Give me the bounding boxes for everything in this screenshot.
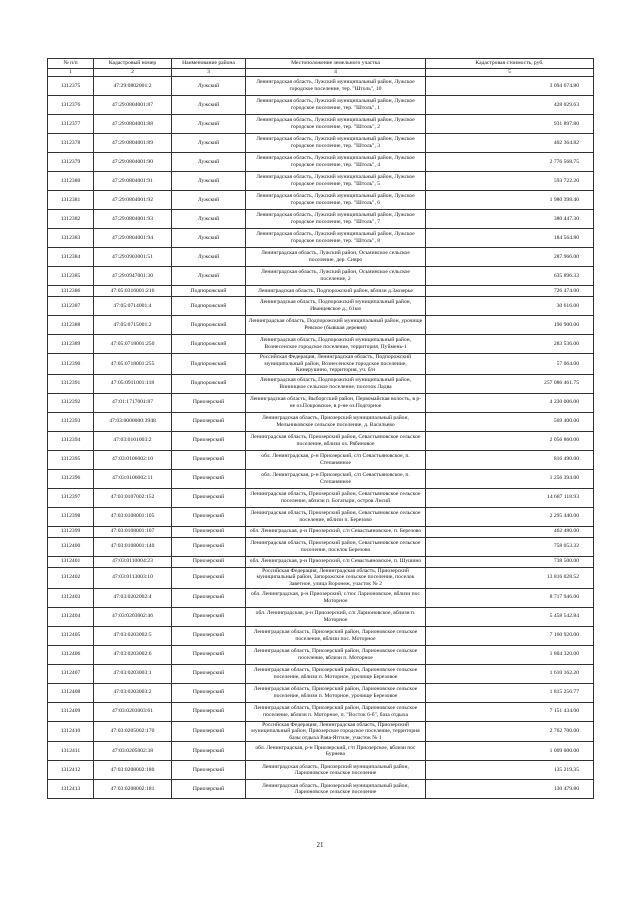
district-cell: Подпорожский <box>172 374 246 393</box>
cadastral-number-cell: 47:29:0804001:92 <box>94 191 172 210</box>
cadastral-number-cell: 47:01:1717001:87 <box>94 393 172 412</box>
cost-cell: 816 490.00 <box>426 450 594 469</box>
row-number-cell: 1312413 <box>48 780 94 799</box>
row-number-cell: 1312384 <box>48 248 94 267</box>
table-row <box>48 229 594 248</box>
cost-cell: 3 094 674.80 <box>426 77 594 96</box>
cost-cell: 738 500.00 <box>426 556 594 567</box>
district-cell: Подпорожский <box>172 297 246 316</box>
location-cell: Ленинградская область, Приозерский муниципальный район, Ларионовское сельское поселение <box>246 780 426 799</box>
location-cell: Ленинградская область, Приозерский район, Севастьяновское сельское поселение, поселок Березово <box>246 537 426 556</box>
district-cell: Лужский <box>172 153 246 172</box>
cadastral-number-cell: 47:03:0203003:2 <box>94 683 172 702</box>
cadastral-number-cell: 47:03:0203003:1 <box>94 664 172 683</box>
location-cell: Ленинградская область, Лужский муниципальный район, Лужское городское поселение, тер. "Штоль", 2 <box>246 115 426 134</box>
cost-cell: 4 230 006.00 <box>426 393 594 412</box>
district-cell: Приозерский <box>172 556 246 567</box>
cadastral-number-cell: 47:29:0947001:30 <box>94 267 172 286</box>
district-cell: Приозерский <box>172 469 246 488</box>
table-header-row <box>48 59 594 69</box>
table-row <box>48 191 594 210</box>
district-cell: Приозерский <box>172 450 246 469</box>
table-row <box>48 626 594 645</box>
location-cell: Российская Федерация, Ленинградская область, Приозерский муниципальный район, Приозерское городское поселение, территория базы отдыха Раяа-Ятгиле, участок № 1 <box>246 721 426 742</box>
table-row <box>48 412 594 431</box>
cadastral-number-cell: 47:03:0000000:3948 <box>94 412 172 431</box>
table-row <box>48 761 594 780</box>
location-cell: Ленинградская область, Приозерский муниципальный район, Мельниковское сельское поселение, д. Васильево <box>246 412 426 431</box>
row-number-cell: 1312393 <box>48 412 94 431</box>
cost-cell: 7 160 920.00 <box>426 626 594 645</box>
location-cell: Ленинградская область, Приозерский район, Ларионовское сельское поселение, вблизи п. Моторное, урочище Березовое <box>246 664 426 683</box>
row-number-cell: 1312399 <box>48 526 94 537</box>
district-cell: Подпорожский <box>172 286 246 297</box>
cadastral-number-cell: 47:03:0205002:170 <box>94 721 172 742</box>
location-cell: Ленинградская область, Подпорожский муниципальный район, урочище Ревское (бывшая деревня) <box>246 316 426 335</box>
location-cell: Ленинградская область, Лужский муниципальный район, Лужское городское поселение, тер. "Штоль", 8 <box>246 229 426 248</box>
location-cell: обл. Ленинградская, р-н Приозерский, с/п Севастьяновское, п. Шушино <box>246 556 426 567</box>
table-row <box>48 286 594 297</box>
row-number-cell: 1312409 <box>48 702 94 721</box>
cadastral-number-cell: 47:03:0208002:181 <box>94 780 172 799</box>
location-cell: обл. Ленинградская, р-н Приозерский, с/п Севастьяновское, п. Березово <box>246 526 426 537</box>
cost-cell: 1 804 320.00 <box>426 645 594 664</box>
cadastral-number-cell: 47:03:0108001:105 <box>94 507 172 526</box>
row-number-cell: 1312403 <box>48 588 94 607</box>
location-cell: Ленинградская область, Лужский муниципальный район, Лужское городское поселение, тер. "Штоль", 6 <box>246 191 426 210</box>
cost-cell: 380 447.30 <box>426 210 594 229</box>
location-cell: Ленинградская область, Лужский муниципальный район, Лужское городское поселение, тер. "Штоль", 4 <box>246 153 426 172</box>
table-row <box>48 77 594 96</box>
table-row <box>48 115 594 134</box>
table-row <box>48 607 594 626</box>
district-cell: Лужский <box>172 134 246 153</box>
district-cell: Приозерский <box>172 507 246 526</box>
row-number-cell: 1312379 <box>48 153 94 172</box>
location-cell: Ленинградская область, Лужский муниципальный район, Лужское городское поселение, тер. "Штоль", 3 <box>246 134 426 153</box>
district-cell: Подпорожский <box>172 316 246 335</box>
location-cell: Ленинградская область, Приозерский район, Севастьяновское сельское поселение, вблизи п. Богатыри, остров Лисий <box>246 488 426 507</box>
district-cell: Лужский <box>172 229 246 248</box>
cost-cell: 2 776 568.75 <box>426 153 594 172</box>
district-cell: Приозерский <box>172 431 246 450</box>
district-cell: Приозерский <box>172 537 246 556</box>
table-row <box>48 780 594 799</box>
column-number: 3 <box>172 69 246 77</box>
district-cell: Лужский <box>172 248 246 267</box>
location-cell: Ленинградская область, Приозерский район, Севастьяновское сельское поселение, вблизи п. Березово <box>246 507 426 526</box>
table-row <box>48 153 594 172</box>
cadastral-number-cell: 47:29:0804001:94 <box>94 229 172 248</box>
row-number-cell: 1312377 <box>48 115 94 134</box>
cadastral-number-cell: 47:03:0203002:46 <box>94 607 172 626</box>
location-cell: Ленинградская область, Подпорожский район, вблизи д.Заозерье <box>246 286 426 297</box>
cadastral-number-cell: 47:05:0714001:4 <box>94 297 172 316</box>
cadastral-number-cell: 47:29:0804001:87 <box>94 96 172 115</box>
table-row <box>48 335 594 354</box>
table-row <box>48 354 594 375</box>
location-cell: обл. Ленинградская, р-н Приозерский, с/п Севастьяновское, п. Степанянное <box>246 450 426 469</box>
row-number-cell: 1312386 <box>48 286 94 297</box>
table-row <box>48 297 594 316</box>
district-cell: Приозерский <box>172 664 246 683</box>
table-row <box>48 248 594 267</box>
column-number: 4 <box>246 69 426 77</box>
cost-cell: 196 900.00 <box>426 316 594 335</box>
cadastral-number-cell: 47:29:0804001:91 <box>94 172 172 191</box>
cadastral-number-cell: 47:03:0202002:4 <box>94 588 172 607</box>
cadastral-number-cell: 47:05:0911001:118 <box>94 374 172 393</box>
district-cell: Приозерский <box>172 626 246 645</box>
cadastral-number-cell: 47:03:0106002:11 <box>94 469 172 488</box>
district-cell: Приозерский <box>172 588 246 607</box>
cadastral-number-cell: 47:03:0108001:107 <box>94 526 172 537</box>
row-number-cell: 1312405 <box>48 626 94 645</box>
table-row <box>48 645 594 664</box>
district-cell: Лужский <box>172 96 246 115</box>
cost-cell: 758 053.32 <box>426 537 594 556</box>
table-row <box>48 96 594 115</box>
header-number: № п/п <box>48 59 94 69</box>
cadastral-number-cell: 47:29:0804001:89 <box>94 134 172 153</box>
district-cell: Лужский <box>172 115 246 134</box>
district-cell: Приозерский <box>172 702 246 721</box>
cost-cell: 2 295 440.00 <box>426 507 594 526</box>
row-number-cell: 1312402 <box>48 567 94 588</box>
location-cell: Ленинградская область, Лужский район, Осьминское сельское поселение, 2 <box>246 267 426 286</box>
table-row <box>48 134 594 153</box>
location-cell: Ленинградская область, Лужский муниципальный район, Лужское городское поселение, тер. "Штоль", 1 <box>246 96 426 115</box>
location-cell: обл. Ленинградская, р-н Приозерский, г/п Приозерское, вблизи пос Бурнево <box>246 742 426 761</box>
table-row <box>48 210 594 229</box>
row-number-cell: 1312375 <box>48 77 94 96</box>
cost-cell: 462 480.00 <box>426 526 594 537</box>
row-number-cell: 1312389 <box>48 335 94 354</box>
cost-cell: 2 056 860.00 <box>426 431 594 450</box>
cadastral-number-cell: 47:03:0106002:10 <box>94 450 172 469</box>
district-cell: Приозерский <box>172 761 246 780</box>
table-row <box>48 488 594 507</box>
table-row <box>48 507 594 526</box>
cost-cell: 57 064.00 <box>426 354 594 375</box>
row-number-cell: 1312394 <box>48 431 94 450</box>
location-cell: Российская Федерация, Ленинградская область, Приозерский муниципальный район, Запорожское сельское поселение, поселок Заветное, улица Воронеж, участок № 2 <box>246 567 426 588</box>
district-cell: Лужский <box>172 210 246 229</box>
cadastral-number-cell: 47:03:0108001:140 <box>94 537 172 556</box>
header-location: Местоположение земельного участка <box>246 59 426 69</box>
table-row <box>48 742 594 761</box>
location-cell: обл. Ленинградская, р-н Приозерский, с/п Ларионовское, вблизи п. Моторное <box>246 607 426 626</box>
row-number-cell: 1312385 <box>48 267 94 286</box>
cost-cell: 130 479.80 <box>426 780 594 799</box>
cadastral-number-cell: 47:05:0316001:216 <box>94 286 172 297</box>
district-cell: Лужский <box>172 172 246 191</box>
header-cadastral-number: Кадастровый номер <box>94 59 172 69</box>
row-number-cell: 1312406 <box>48 645 94 664</box>
table-row <box>48 393 594 412</box>
district-cell: Приозерский <box>172 742 246 761</box>
row-number-cell: 1312396 <box>48 469 94 488</box>
header-district: Наименование района <box>172 59 246 69</box>
cadastral-number-cell: 47:29:0903001:51 <box>94 248 172 267</box>
row-number-cell: 1312412 <box>48 761 94 780</box>
location-cell: Ленинградская область, Приозерский район, Севастьяновское сельское поселение, вблизи оз. Рябиновое <box>246 431 426 450</box>
location-cell: Ленинградская область, Подпорожский муниципальный район, Вознесенское городское поселение, территория, Пуймень-1 <box>246 335 426 354</box>
cost-cell: 287 966.00 <box>426 248 594 267</box>
row-number-cell: 1312397 <box>48 488 94 507</box>
location-cell: Ленинградская область, Лужский район, Осьминское сельское поселение, дер. Сивро <box>246 248 426 267</box>
district-cell: Лужский <box>172 77 246 96</box>
table-row <box>48 721 594 742</box>
row-number-cell: 1312404 <box>48 607 94 626</box>
district-cell: Приозерский <box>172 721 246 742</box>
table-row <box>48 431 594 450</box>
column-number: 5 <box>426 69 594 77</box>
cost-cell: 931 897.80 <box>426 115 594 134</box>
cost-cell: 30 616.00 <box>426 297 594 316</box>
cadastral-number-cell: 47:05:0718001:250 <box>94 335 172 354</box>
cost-cell: 2 762 700.00 <box>426 721 594 742</box>
cadastral-number-cell: 47:29:0802001:2 <box>94 77 172 96</box>
table-row <box>48 316 594 335</box>
row-number-cell: 1312376 <box>48 96 94 115</box>
row-number-cell: 1312383 <box>48 229 94 248</box>
row-number-cell: 1312390 <box>48 354 94 375</box>
table-row <box>48 567 594 588</box>
cadastral-value-table <box>47 58 594 799</box>
cadastral-number-cell: 47:03:0101003:2 <box>94 431 172 450</box>
cadastral-number-cell: 47:03:0110004:23 <box>94 556 172 567</box>
row-number-cell: 1312380 <box>48 172 94 191</box>
cadastral-number-cell: 47:03:0203003:61 <box>94 702 172 721</box>
district-cell: Приозерский <box>172 645 246 664</box>
row-number-cell: 1312408 <box>48 683 94 702</box>
location-cell: Ленинградская область, Подпорожский муниципальный район, Иванцевское д., 61км <box>246 297 426 316</box>
cost-cell: 593 722.20 <box>426 172 594 191</box>
cadastral-number-cell: 47:03:0208002:180 <box>94 761 172 780</box>
location-cell: Ленинградская область, Приозерский район, Ларионовское сельское поселение, вблизи п. Моторное, п. "Восток 6-б", база отдыха <box>246 702 426 721</box>
cadastral-number-cell: 47:29:0804001:88 <box>94 115 172 134</box>
row-number-cell: 1312382 <box>48 210 94 229</box>
cadastral-number-cell: 47:05:0718001:255 <box>94 354 172 375</box>
cost-cell: 135 219.35 <box>426 761 594 780</box>
location-cell: Ленинградская область, Подпорожский муниципальный район, Винницкое сельское поселение, поселок Ладва <box>246 374 426 393</box>
table-row <box>48 537 594 556</box>
table-row <box>48 374 594 393</box>
land-cadastral-table-page <box>47 58 593 799</box>
cost-cell: 14 687 118.93 <box>426 488 594 507</box>
row-number-cell: 1312398 <box>48 507 94 526</box>
district-cell: Приозерский <box>172 526 246 537</box>
table-row <box>48 702 594 721</box>
cadastral-number-cell: 47:29:0804001:93 <box>94 210 172 229</box>
cost-cell: 1 980 398.40 <box>426 191 594 210</box>
cost-cell: 1 815 256.77 <box>426 683 594 702</box>
row-number-cell: 1312400 <box>48 537 94 556</box>
district-cell: Подпорожский <box>172 354 246 375</box>
district-cell: Подпорожский <box>172 335 246 354</box>
location-cell: Ленинградская область, Приозерский район, Ларионовское сельское поселение, вблизи пос. Моторное <box>246 626 426 645</box>
cost-cell: 13 816 028.52 <box>426 567 594 588</box>
table-row <box>48 664 594 683</box>
district-cell: Приозерский <box>172 488 246 507</box>
table-row <box>48 469 594 488</box>
column-number: 2 <box>94 69 172 77</box>
cost-cell: 569 400.00 <box>426 412 594 431</box>
cadastral-number-cell: 47:03:0203002:5 <box>94 626 172 645</box>
row-number-cell: 1312388 <box>48 316 94 335</box>
page-number: 21 <box>316 841 324 849</box>
row-number-cell: 1312392 <box>48 393 94 412</box>
table-row <box>48 267 594 286</box>
row-number-cell: 1312387 <box>48 297 94 316</box>
header-cost: Кадастровая стоимость, руб. <box>426 59 594 69</box>
cost-cell: 257 086 461.75 <box>426 374 594 393</box>
cadastral-number-cell: 47:03:0107002:152 <box>94 488 172 507</box>
cadastral-number-cell: 47:03:0205002:38 <box>94 742 172 761</box>
district-cell: Лужский <box>172 191 246 210</box>
row-number-cell: 1312411 <box>48 742 94 761</box>
cadastral-number-cell: 47:05:0715001:2 <box>94 316 172 335</box>
location-cell: Ленинградская область, Выборгский район, Первомайская волость, в р-не оз.Покровское, в р-не оз.Подгорное <box>246 393 426 412</box>
cost-cell: 8 717 946.00 <box>426 588 594 607</box>
location-cell: Ленинградская область, Приозерский муниципальный район, Ларионовское сельское поселение <box>246 761 426 780</box>
column-number: 1 <box>48 69 94 77</box>
cadastral-number-cell: 47:03:0203002:6 <box>94 645 172 664</box>
cost-cell: 7 151 434.00 <box>426 702 594 721</box>
district-cell: Приозерский <box>172 780 246 799</box>
table-column-numbers-row <box>48 69 594 77</box>
cost-cell: 283 536.00 <box>426 335 594 354</box>
cost-cell: 5 458 542.84 <box>426 607 594 626</box>
district-cell: Приозерский <box>172 412 246 431</box>
cost-cell: 1 009 000.00 <box>426 742 594 761</box>
cost-cell: 428 029.63 <box>426 96 594 115</box>
cadastral-number-cell: 47:29:0804001:90 <box>94 153 172 172</box>
location-cell: Ленинградская область, Лужский муниципальный район, Лужское городское поселение, тер. "Штоль", 10 <box>246 77 426 96</box>
cadastral-number-cell: 47:03:0113003:10 <box>94 567 172 588</box>
cost-cell: 635 896.33 <box>426 267 594 286</box>
row-number-cell: 1312410 <box>48 721 94 742</box>
district-cell: Приозерский <box>172 393 246 412</box>
row-number-cell: 1312381 <box>48 191 94 210</box>
cost-cell: 1 610 162.20 <box>426 664 594 683</box>
location-cell: Ленинградская область, Лужский муниципальный район, Лужское городское поселение, тер. "Штоль", 7 <box>246 210 426 229</box>
cost-cell: 402 364.82 <box>426 134 594 153</box>
table-row <box>48 683 594 702</box>
table-row <box>48 172 594 191</box>
row-number-cell: 1312378 <box>48 134 94 153</box>
cost-cell: 184 564.80 <box>426 229 594 248</box>
row-number-cell: 1312401 <box>48 556 94 567</box>
row-number-cell: 1312395 <box>48 450 94 469</box>
table-row <box>48 450 594 469</box>
location-cell: Ленинградская область, Приозерский район, Ларионовское сельское поселение, вблизи п. Моторное <box>246 645 426 664</box>
row-number-cell: 1312391 <box>48 374 94 393</box>
location-cell: обл. Ленинградская, р-н Приозерский, с/п Севастьяновское, п. Степанянное <box>246 469 426 488</box>
table-row <box>48 556 594 567</box>
row-number-cell: 1312407 <box>48 664 94 683</box>
location-cell: Ленинградская область, Лужский муниципальный район, Лужское городское поселение, тер. "Штоль", 5 <box>246 172 426 191</box>
cost-cell: 1 256 394.00 <box>426 469 594 488</box>
district-cell: Приозерский <box>172 683 246 702</box>
location-cell: обл. Ленинградская, р-н Приозерский, с/пос Ларионовское, вблизи пос Моторное <box>246 588 426 607</box>
cost-cell: 726 474.00 <box>426 286 594 297</box>
table-row <box>48 526 594 537</box>
district-cell: Лужский <box>172 267 246 286</box>
location-cell: Российская Федерация, Ленинградская область, Подпорожский муниципальный район, Вознесенское городское поселение, Кинерушино, территория, уч. б/н <box>246 354 426 375</box>
table-row <box>48 588 594 607</box>
district-cell: Приозерский <box>172 607 246 626</box>
location-cell: Ленинградская область, Приозерский район, Ларионовское сельское поселение, вблизи п. Моторное, урочище Березовое <box>246 683 426 702</box>
district-cell: Приозерский <box>172 567 246 588</box>
